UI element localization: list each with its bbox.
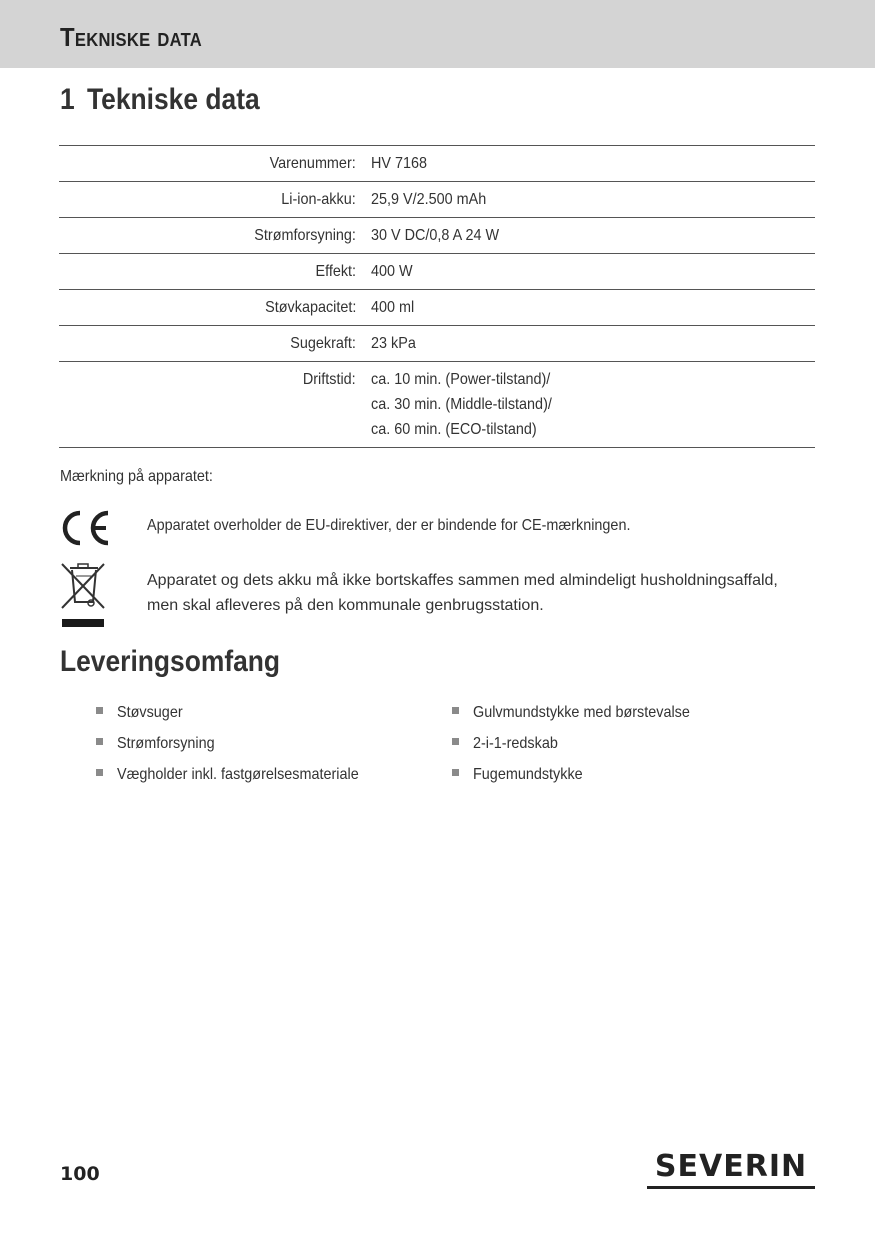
page-number: 100 <box>60 1163 100 1185</box>
spec-label: Sugekraft: <box>290 335 356 352</box>
ce-description: Apparatet overholder de EU-direktiver, der er bindende for CE-mærkningen. <box>147 517 631 534</box>
crossed-out-bin-icon <box>58 562 108 632</box>
spec-value-line: ca. 10 min. (Power-tilstand)/ <box>371 371 551 388</box>
marking-label: Mærkning på apparatet: <box>60 468 213 485</box>
spec-label: Effekt: <box>315 263 356 280</box>
square-bullet-icon <box>452 707 459 714</box>
delivery-title: Leveringsomfang <box>60 645 281 678</box>
spec-label: Driftstid: <box>303 371 356 388</box>
spec-table <box>59 145 815 448</box>
spec-label: Støvkapacitet: <box>264 299 356 316</box>
square-bullet-icon <box>96 707 103 714</box>
list-item: Vægholder inkl. fastgørelsesmateriale <box>96 764 386 795</box>
square-bullet-icon <box>452 738 459 745</box>
table-row <box>59 146 815 182</box>
square-bullet-icon <box>96 769 103 776</box>
spec-label: Strømforsyning: <box>254 227 356 244</box>
spec-label: Li-ion-akku: <box>281 191 356 208</box>
list-item: Gulvmundstykke med børstevalse <box>452 702 714 733</box>
spec-value-line: ca. 60 min. (ECO-tilstand) <box>371 421 537 438</box>
spec-value: 23 kPa <box>371 335 416 352</box>
spec-value: 400 ml <box>371 299 415 316</box>
table-row <box>59 218 815 254</box>
weee-description: Apparatet og dets akku må ikke bortskaffes sammen med almindeligt husholdningsaffald, men skal afleveres på den kommunale genbrugsstation. <box>147 572 778 614</box>
spec-value-line: ca. 30 min. (Middle-tilstand)/ <box>371 396 552 413</box>
list-item: Fugemundstykke <box>452 764 714 795</box>
spec-value: 25,9 V/2.500 mAh <box>371 191 487 208</box>
table-row <box>59 362 815 448</box>
delivery-list-left <box>96 702 386 795</box>
square-bullet-icon <box>452 769 459 776</box>
running-header-title: Tekniske data <box>60 22 202 52</box>
table-row <box>59 290 815 326</box>
brand-logo: SEVERIN <box>647 1150 815 1189</box>
spec-value: 400 W <box>371 263 413 280</box>
list-item: Støvsuger <box>96 702 386 733</box>
ce-mark-icon <box>58 508 114 548</box>
section-title-text: Tekniske data <box>87 83 260 116</box>
table-row <box>59 182 815 218</box>
section-title <box>60 83 260 117</box>
square-bullet-icon <box>96 738 103 745</box>
spec-value: HV 7168 <box>371 155 428 172</box>
list-item: 2-i-1-redskab <box>452 733 714 764</box>
spec-label: Varenummer: <box>269 155 356 172</box>
section-number: 1 <box>60 83 75 116</box>
table-row <box>59 326 815 362</box>
spec-value: 30 V DC/0,8 A 24 W <box>371 227 500 244</box>
table-row <box>59 254 815 290</box>
delivery-list-right <box>452 702 714 795</box>
list-item: Strømforsyning <box>96 733 386 764</box>
